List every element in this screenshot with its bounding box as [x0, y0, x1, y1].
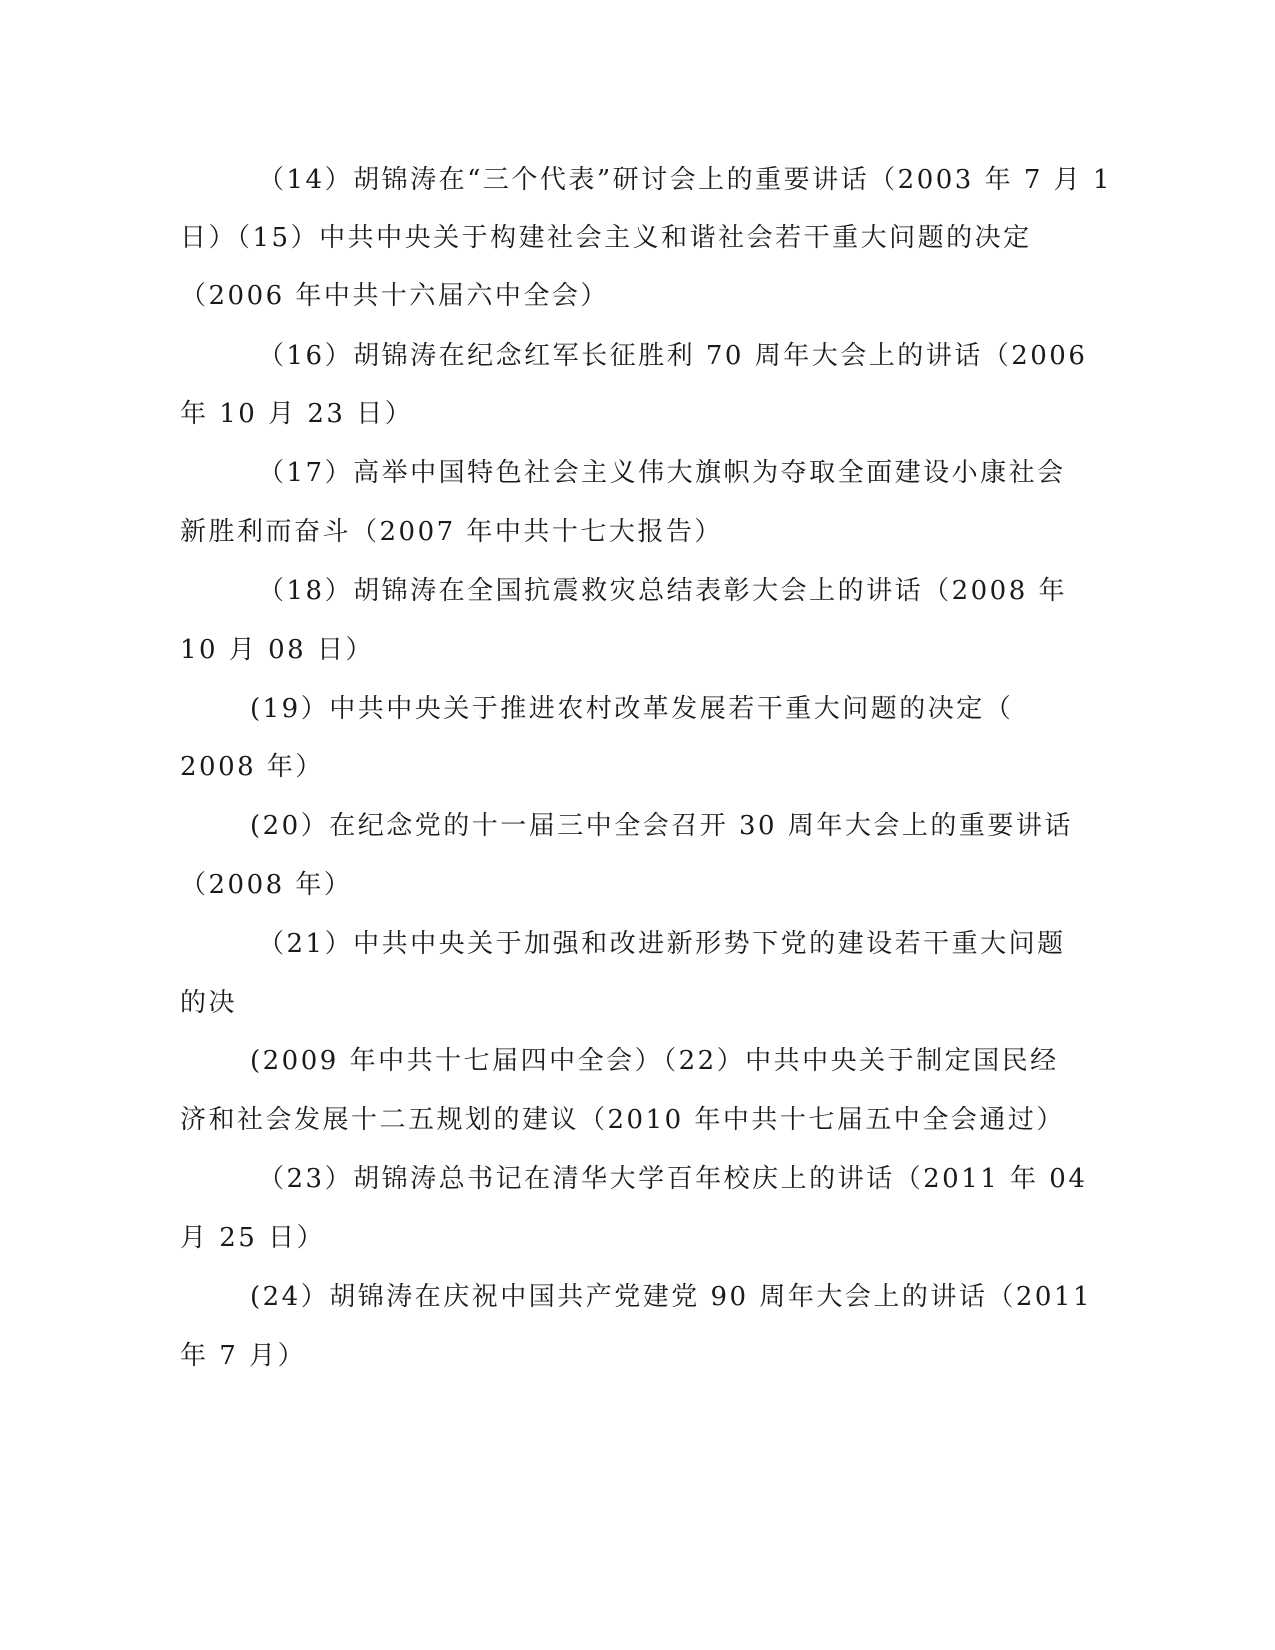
text-line-11: 2008 年） — [180, 752, 324, 782]
text-line-5: 年 10 月 23 日） — [180, 399, 414, 429]
text-line-8: （18）胡锦涛在全国抗震救灾总结表彰大会上的讲话（2008 年 — [258, 576, 1068, 606]
text-line-14: （21）中共中央关于加强和改进新形势下党的建设若干重大问题 — [258, 929, 1066, 959]
text-line-21: 年 7 月） — [180, 1341, 307, 1371]
text-line-7: 新胜利而奋斗（2007 年中共十七大报告） — [180, 517, 723, 547]
text-line-6: （17）高举中国特色社会主义伟大旗帜为夺取全面建设小康社会 — [258, 458, 1066, 488]
text-line-16: (2009 年中共十七届四中全会）（22）中共中央关于制定国民经 — [250, 1046, 1059, 1076]
text-line-3: （2006 年中共十六届六中全会） — [180, 281, 609, 311]
text-line-20: (24）胡锦涛在庆祝中国共产党建党 90 周年大会上的讲话（2011 — [250, 1282, 1093, 1312]
text-line-19: 月 25 日） — [180, 1223, 326, 1253]
text-line-15: 的决 — [180, 988, 238, 1018]
text-line-17: 济和社会发展十二五规划的建议（2010 年中共十七届五中全会通过） — [180, 1105, 1065, 1135]
text-line-10: (19）中共中央关于推进农村改革发展若干重大问题的决定（ — [250, 694, 1014, 724]
text-line-1: （14）胡锦涛在“三个代表”研讨会上的重要讲话（2003 年 7 月 1 — [258, 165, 1112, 195]
text-line-13: （2008 年） — [180, 870, 353, 900]
text-line-18: （23）胡锦涛总书记在清华大学百年校庆上的讲话（2011 年 04 — [258, 1164, 1088, 1194]
text-line-4: （16）胡锦涛在纪念红军长征胜利 70 周年大会上的讲话（2006 — [258, 341, 1088, 371]
text-line-12: (20）在纪念党的十一届三中全会召开 30 周年大会上的重要讲话 — [250, 811, 1073, 841]
text-line-2: 日）（15）中共中央关于构建社会主义和谐社会若干重大问题的决定 — [180, 223, 1032, 253]
text-line-9: 10 月 08 日） — [180, 635, 374, 665]
